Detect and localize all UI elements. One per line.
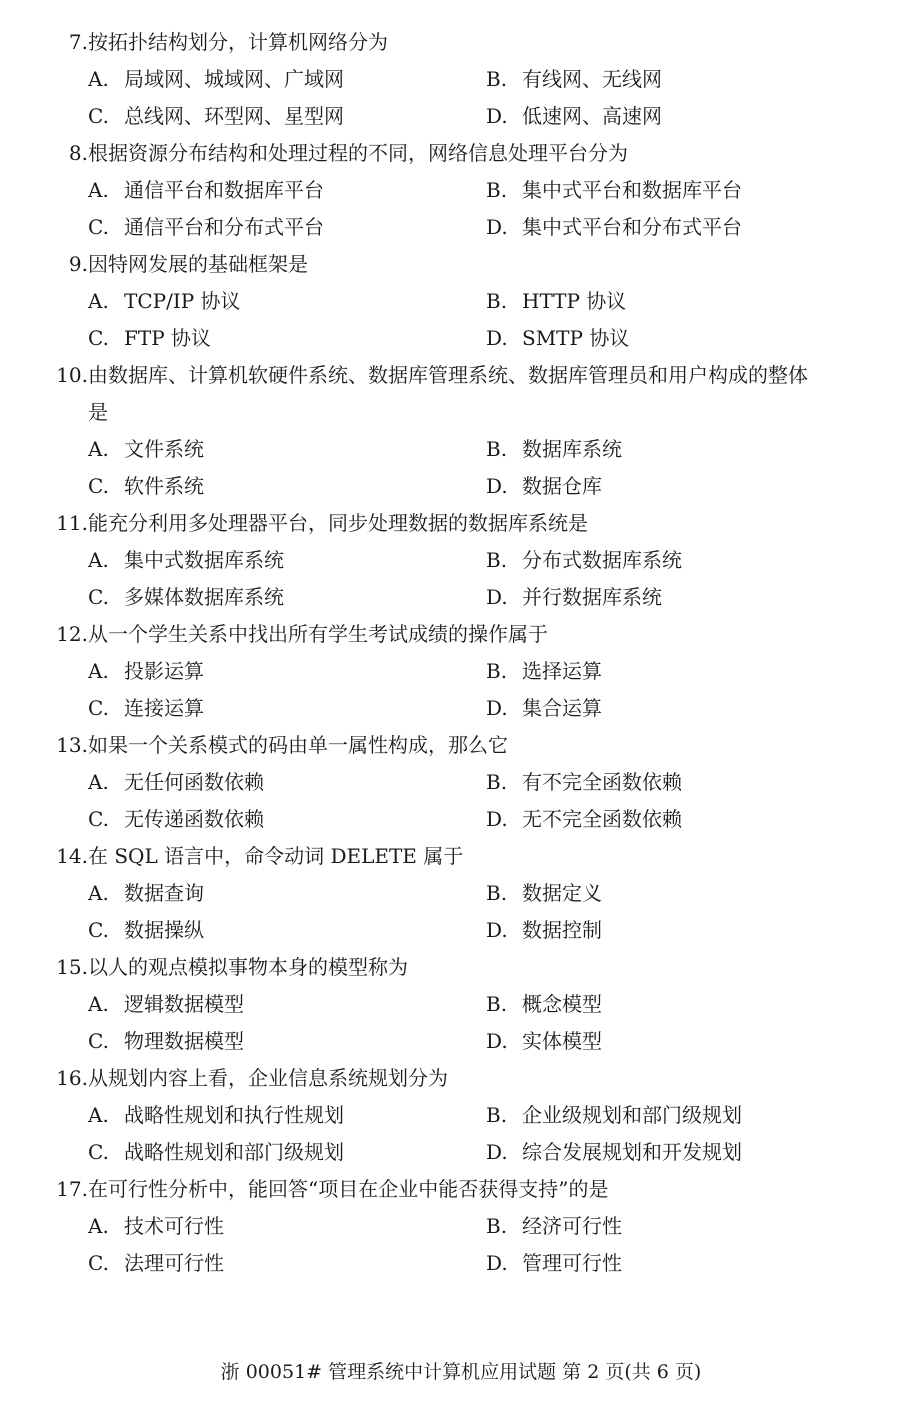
option-text: 概念模型 [522, 992, 602, 1016]
question-item [52, 505, 892, 616]
option-letter: C. [88, 474, 109, 498]
answer-option [52, 986, 486, 1023]
answer-option [486, 1023, 602, 1060]
option-row [52, 801, 892, 838]
option-text: 并行数据库系统 [522, 585, 662, 609]
question-number: 13. [56, 733, 88, 757]
question-item [52, 246, 892, 357]
question-text: 以人的观点模拟事物本身的模型称为 [88, 955, 408, 979]
question-number: 9. [68, 252, 88, 276]
option-letter: B. [486, 548, 508, 572]
option-letter: B. [486, 770, 508, 794]
question-list [52, 24, 892, 1282]
option-row [52, 1097, 892, 1134]
answer-option [486, 1245, 622, 1282]
question-stem [52, 246, 892, 283]
option-letter: B. [486, 1103, 508, 1127]
option-row [52, 986, 892, 1023]
question-stem [52, 1171, 892, 1208]
option-letter: C. [88, 585, 109, 609]
option-row [52, 1134, 892, 1171]
option-row [52, 542, 892, 579]
answer-option [486, 1208, 622, 1245]
answer-option [486, 653, 602, 690]
option-letter: B. [486, 992, 508, 1016]
option-text: 逻辑数据模型 [124, 992, 244, 1016]
answer-option [486, 468, 602, 505]
option-row [52, 320, 892, 357]
option-text: 数据查询 [124, 881, 204, 905]
question-text: 如果一个关系模式的码由单一属性构成，那么它 [88, 733, 508, 757]
answer-option [486, 98, 662, 135]
option-text: 有线网、无线网 [522, 67, 662, 91]
option-letter: C. [88, 104, 109, 128]
option-text: 总线网、环型网、星型网 [124, 104, 344, 128]
option-text: 多媒体数据库系统 [124, 585, 284, 609]
answer-option [52, 764, 486, 801]
option-letter: A. [88, 1214, 109, 1238]
question-number: 10. [56, 363, 88, 387]
option-text: 无不完全函数依赖 [522, 807, 682, 831]
answer-option [52, 875, 486, 912]
question-number: 16. [56, 1066, 88, 1090]
option-text: 数据库系统 [522, 437, 622, 461]
answer-option [486, 209, 742, 246]
option-text: 通信平台和分布式平台 [124, 215, 324, 239]
answer-option [52, 172, 486, 209]
option-letter: A. [88, 67, 109, 91]
option-letter: D. [486, 1140, 508, 1164]
answer-option [486, 986, 602, 1023]
option-text: SMTP 协议 [522, 326, 630, 350]
option-text: 经济可行性 [522, 1214, 622, 1238]
option-text: 分布式数据库系统 [522, 548, 682, 572]
question-number: 15. [56, 955, 88, 979]
answer-option [486, 172, 742, 209]
answer-option [486, 801, 682, 838]
question-item [52, 135, 892, 246]
answer-option [486, 1097, 742, 1134]
option-letter: D. [486, 696, 508, 720]
option-letter: A. [88, 548, 109, 572]
question-stem [52, 24, 892, 61]
question-stem [52, 505, 892, 542]
question-stem [52, 949, 892, 986]
answer-option [486, 912, 602, 949]
page-footer: 浙 00051# 管理系统中计算机应用试题 第 2 页(共 6 页) [220, 1361, 702, 1383]
option-letter: B. [486, 881, 508, 905]
answer-option [52, 1023, 486, 1060]
option-letter: D. [486, 104, 508, 128]
option-text: 软件系统 [124, 474, 204, 498]
answer-option [486, 1134, 742, 1171]
question-text-continuation: 是 [88, 400, 108, 424]
question-number: 8. [68, 141, 88, 165]
option-letter: D. [486, 215, 508, 239]
option-text: 数据仓库 [522, 474, 602, 498]
answer-option [52, 1097, 486, 1134]
option-letter: A. [88, 881, 109, 905]
option-letter: D. [486, 585, 508, 609]
option-text: 集合运算 [522, 696, 602, 720]
option-text: 法理可行性 [124, 1251, 224, 1275]
question-text: 在 SQL 语言中，命令动词 DELETE 属于 [88, 844, 464, 868]
option-letter: C. [88, 326, 109, 350]
option-text: 投影运算 [124, 659, 204, 683]
answer-option [486, 61, 662, 98]
option-row [52, 875, 892, 912]
question-item [52, 838, 892, 949]
answer-option [486, 431, 622, 468]
option-letter: D. [486, 1029, 508, 1053]
option-letter: B. [486, 289, 508, 313]
option-text: 局域网、城域网、广域网 [124, 67, 344, 91]
option-letter: C. [88, 807, 109, 831]
answer-option [52, 283, 486, 320]
option-letter: A. [88, 1103, 109, 1127]
question-number: 14. [56, 844, 88, 868]
question-stem [52, 1060, 892, 1097]
option-row [52, 209, 892, 246]
question-number: 7. [68, 30, 88, 54]
answer-option [486, 283, 626, 320]
option-text: 连接运算 [124, 696, 204, 720]
option-letter: A. [88, 770, 109, 794]
answer-option [52, 468, 486, 505]
answer-option [52, 98, 486, 135]
question-text: 由数据库、计算机软硬件系统、数据库管理系统、数据库管理员和用户构成的整体 [88, 363, 808, 387]
question-number: 11. [56, 511, 88, 535]
question-item [52, 1060, 892, 1171]
option-letter: B. [486, 437, 508, 461]
answer-option [52, 1134, 486, 1171]
option-letter: C. [88, 1140, 109, 1164]
option-text: 战略性规划和部门级规划 [124, 1140, 344, 1164]
option-text: TCP/IP 协议 [124, 289, 241, 313]
option-text: HTTP 协议 [522, 289, 627, 313]
option-text: 无传递函数依赖 [124, 807, 264, 831]
option-letter: B. [486, 178, 508, 202]
option-letter: B. [486, 1214, 508, 1238]
option-text: 综合发展规划和开发规划 [522, 1140, 742, 1164]
answer-option [52, 579, 486, 616]
option-row [52, 172, 892, 209]
question-stem [52, 838, 892, 875]
option-text: 无任何函数依赖 [124, 770, 264, 794]
question-text: 从规划内容上看，企业信息系统规划分为 [88, 1066, 448, 1090]
option-text: 企业级规划和部门级规划 [522, 1103, 742, 1127]
answer-option [52, 542, 486, 579]
option-text: 文件系统 [124, 437, 204, 461]
question-text: 在可行性分析中，能回答“项目在企业中能否获得支持”的是 [88, 1177, 609, 1201]
question-item [52, 1171, 892, 1282]
option-text: 数据操纵 [124, 918, 204, 942]
option-text: 集中式平台和数据库平台 [522, 178, 742, 202]
option-row [52, 690, 892, 727]
answer-option [486, 690, 602, 727]
option-text: 集中式平台和分布式平台 [522, 215, 742, 239]
answer-option [486, 875, 602, 912]
option-text: 数据定义 [522, 881, 602, 905]
option-letter: D. [486, 918, 508, 942]
question-text: 按拓扑结构划分，计算机网络分为 [88, 30, 388, 54]
question-item [52, 24, 892, 135]
question-text: 因特网发展的基础框架是 [88, 252, 308, 276]
option-letter: C. [88, 1029, 109, 1053]
answer-option [52, 801, 486, 838]
answer-option [486, 579, 662, 616]
option-letter: D. [486, 807, 508, 831]
option-row [52, 912, 892, 949]
option-letter: A. [88, 289, 109, 313]
answer-option [486, 542, 682, 579]
option-row [52, 283, 892, 320]
answer-option [52, 1245, 486, 1282]
option-letter: C. [88, 918, 109, 942]
option-letter: C. [88, 1251, 109, 1275]
option-letter: D. [486, 326, 508, 350]
option-row [52, 468, 892, 505]
option-row [52, 653, 892, 690]
question-number: 17. [56, 1177, 88, 1201]
answer-option [52, 690, 486, 727]
option-letter: A. [88, 437, 109, 461]
option-text: 低速网、高速网 [522, 104, 662, 128]
question-text: 根据资源分布结构和处理过程的不同，网络信息处理平台分为 [88, 141, 628, 165]
answer-option [52, 320, 486, 357]
question-stem [52, 616, 892, 653]
question-item [52, 616, 892, 727]
option-text: 管理可行性 [522, 1251, 622, 1275]
question-stem [52, 135, 892, 172]
answer-option [52, 1208, 486, 1245]
question-item [52, 727, 892, 838]
option-row [52, 1245, 892, 1282]
option-row [52, 98, 892, 135]
option-letter: C. [88, 696, 109, 720]
option-row [52, 764, 892, 801]
answer-option [52, 61, 486, 98]
option-letter: D. [486, 474, 508, 498]
option-text: 集中式数据库系统 [124, 548, 284, 572]
option-row [52, 61, 892, 98]
answer-option [486, 320, 629, 357]
option-text: 通信平台和数据库平台 [124, 178, 324, 202]
option-letter: A. [88, 659, 109, 683]
answer-option [52, 653, 486, 690]
option-text: 技术可行性 [124, 1214, 224, 1238]
question-item [52, 949, 892, 1060]
answer-option [52, 912, 486, 949]
option-text: 数据控制 [522, 918, 602, 942]
option-letter: A. [88, 178, 109, 202]
option-letter: B. [486, 67, 508, 91]
question-text: 能充分利用多处理器平台，同步处理数据的数据库系统是 [88, 511, 588, 535]
answer-option [52, 209, 486, 246]
option-row [52, 1023, 892, 1060]
option-text: 物理数据模型 [124, 1029, 244, 1053]
option-row [52, 579, 892, 616]
question-stem [52, 357, 892, 394]
option-row [52, 431, 892, 468]
option-text: 战略性规划和执行性规划 [124, 1103, 344, 1127]
option-letter: A. [88, 992, 109, 1016]
option-text: FTP 协议 [124, 326, 212, 350]
answer-option [486, 764, 682, 801]
option-letter: B. [486, 659, 508, 683]
option-text: 有不完全函数依赖 [522, 770, 682, 794]
question-stem [52, 727, 892, 764]
answer-option [52, 431, 486, 468]
option-letter: D. [486, 1251, 508, 1275]
question-number: 12. [56, 622, 88, 646]
question-item [52, 357, 892, 505]
option-letter: C. [88, 215, 109, 239]
option-text: 选择运算 [522, 659, 602, 683]
option-text: 实体模型 [522, 1029, 602, 1053]
option-row [52, 1208, 892, 1245]
question-text: 从一个学生关系中找出所有学生考试成绩的操作属于 [88, 622, 548, 646]
